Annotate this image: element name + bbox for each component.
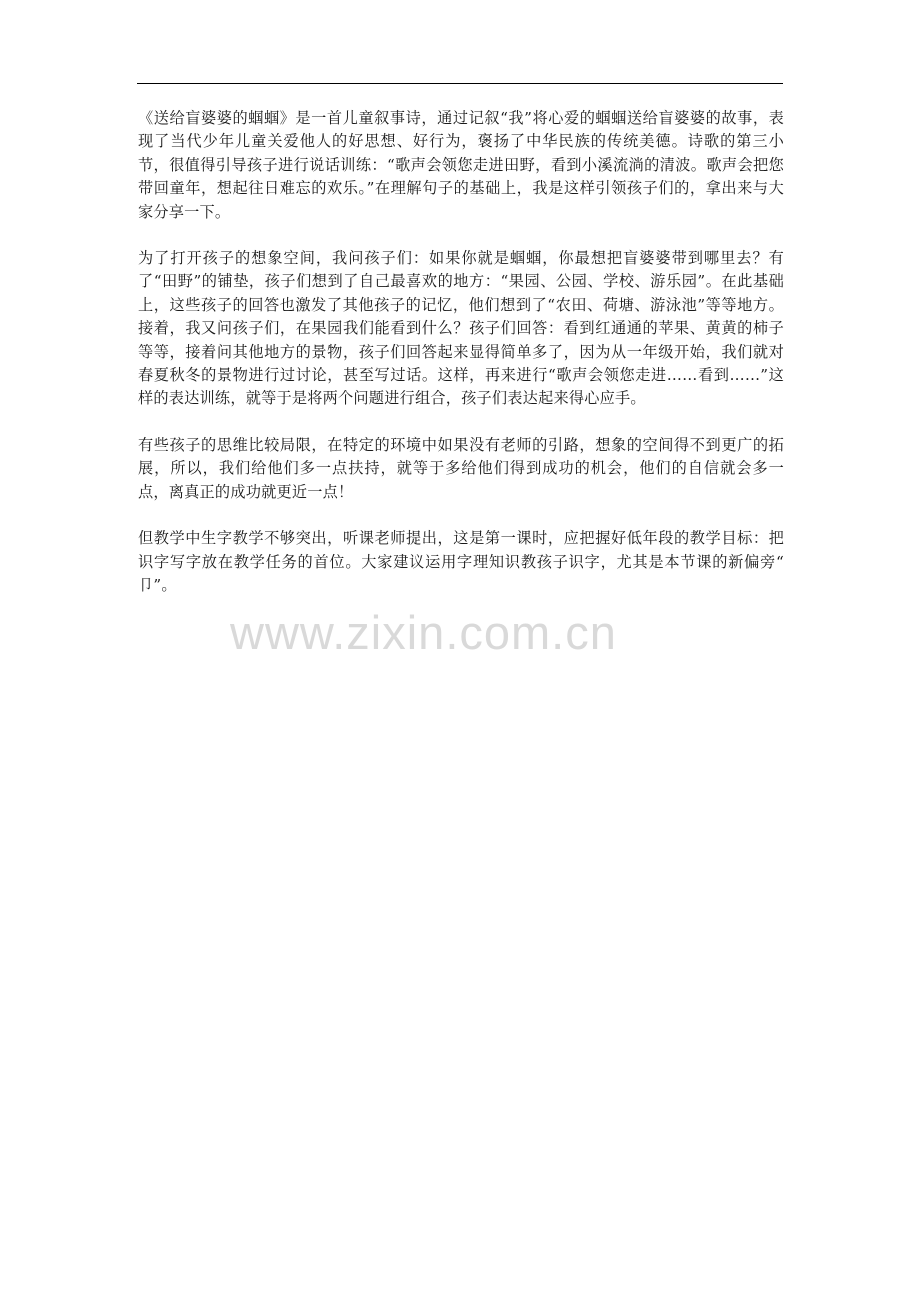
- header-rule: [137, 83, 783, 84]
- paragraph-3: 有些孩子的思维比较局限，在特定的环境中如果没有老师的引路，想象的空间得不到更广的拓展，所以，我们给他们多一点扶持，就等于多给他们得到成功的机会，他们的自信就会多一点，离真正的成功就更近一点！: [138, 435, 784, 501]
- paragraph-1: 《送给盲婆婆的蝈蝈》是一首儿童叙事诗，通过记叙“我”将心爱的蝈蝈送给盲婆婆的故事，表现了当代少年儿童关爱他人的好思想、好行为，褒扬了中华民族的传统美德。诗歌的第三小节，很值得引导孩子进行说话训练：“歌声会领您走进田野，看到小溪流淌的清波。歌声会把您带回童年，想起往日难忘的欢乐。”在理解句子的基础上，我是这样引领孩子们的，拿出来与大家分享一下。: [138, 109, 784, 221]
- paragraph-2: 为了打开孩子的想象空间，我问孩子们：如果你就是蝈蝈，你最想把盲婆婆带到哪里去？有了“田野”的铺垫，孩子们想到了自己最喜欢的地方：“果园、公园、学校、游乐园”。在此基础上，这些孩子的回答也激发了其他孩子的记忆，他们想到了“农田、荷塘、游泳池”等等地方。接着，我又问孩子们，在果园我们能看到什么？孩子们回答：看到红通通的苹果、黄黄的柿子等等，接着问其他地方的景物，孩子们回答起来显得简单多了，因为从一年级开始，我们就对春夏秋冬的景物进行过讨论，甚至写过话。这样，再来进行“歌声会领您走进……看到……”这样的表达训练，就等于是将两个问题进行组合，孩子们表达起来得心应手。: [138, 249, 784, 408]
- document-body: [138, 107, 784, 620]
- paragraph-4: 但教学中生字教学不够突出，听课老师提出，这是第一课时，应把握好低年段的教学目标：把识字写字放在教学任务的首位。大家建议运用字理知识教孩子识字，尤其是本节课的新偏旁“ 卩”。: [138, 529, 784, 594]
- watermark: www.zixin.com.cn: [230, 606, 617, 659]
